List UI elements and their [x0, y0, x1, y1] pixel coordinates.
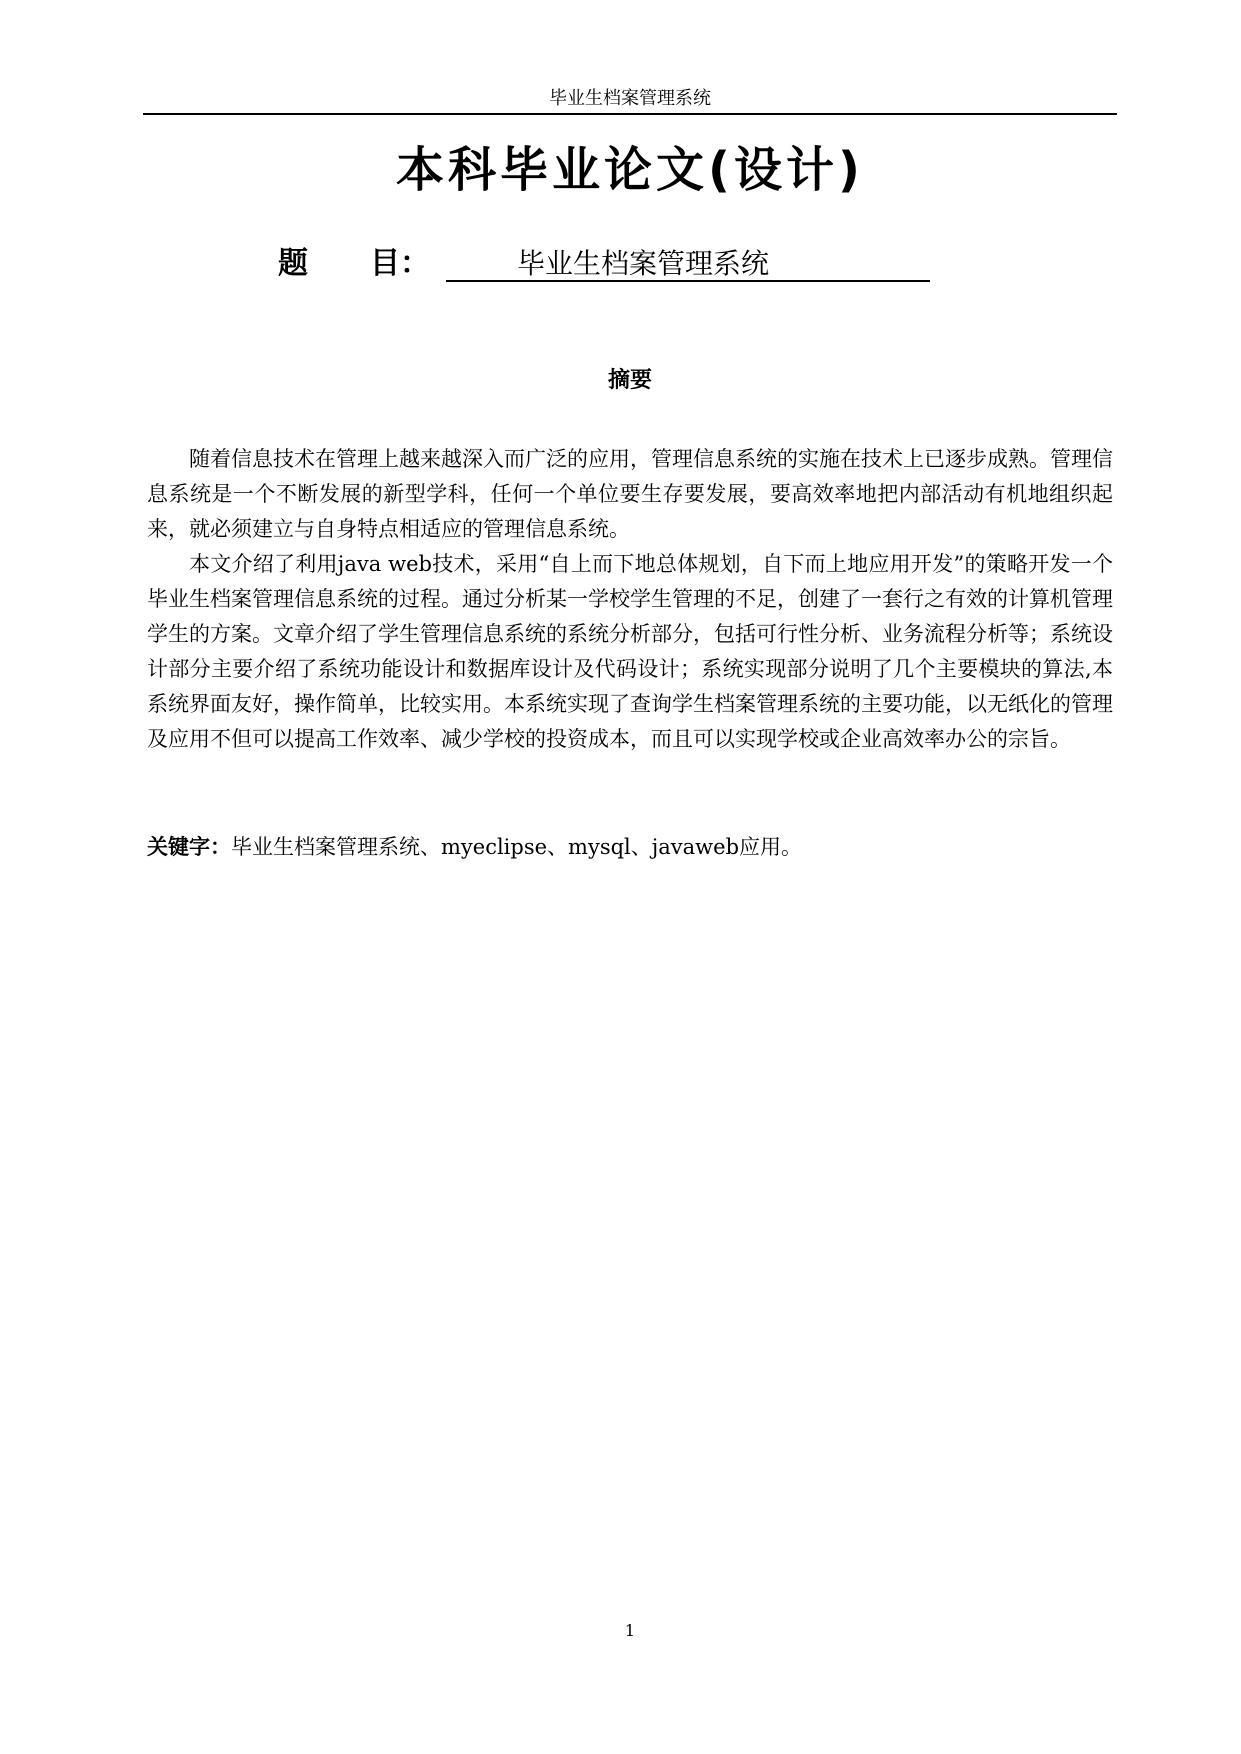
- abstract-heading: 摘要: [607, 368, 652, 393]
- abstract-paragraph: 本文介绍了利用java web技术，采用“自上而下地总体规划，自下而上地应用开发”的策略开发一个毕业生档案管理信息系统的过程。通过分析某一学校学生管理的不足，创建了一套行之有效的计算机管理学生的方案。文章介绍了学生管理信息系统的系统分析部分，包括可行性分析、业务流程分析等；系统设计部分主要介绍了系统功能设计和数据库设计及代码设计；系统实现部分说明了几个主要模块的算法,本系统界面友好，操作简单，比较实用。本系统实现了查询学生档案管理系统的主要功能，以无纸化的管理及应用不但可以提高工作效率、减少学校的投资成本，而且可以实现学校或企业高效率办公的宗旨。: [147, 552, 1113, 751]
- running-header: 毕业生档案管理系统: [549, 88, 711, 109]
- keywords-label: 关键字：: [147, 835, 231, 859]
- topic-label: [278, 244, 430, 284]
- abstract-body: [147, 442, 1113, 757]
- page-number: 1: [624, 1621, 636, 1640]
- keywords-line: [147, 830, 1113, 865]
- abstract-paragraph: 随着信息技术在管理上越来越深入而广泛的应用，管理信息系统的实施在技术上已逐步成熟。管理信息系统是一个不断发展的新型学科，任何一个单位要生存要发展，要高效率地把内部活动有机地组织起来，就必须建立与自身特点相适应的管理信息系统。: [147, 447, 1113, 541]
- topic-label-second: 目：: [370, 246, 430, 281]
- keywords-value: 毕业生档案管理系统、myeclipse、mysql、javaweb应用。: [231, 835, 803, 859]
- topic-label-first: 题: [278, 246, 308, 281]
- header-rule: [143, 113, 1117, 115]
- topic-value: 毕业生档案管理系统: [446, 244, 930, 282]
- page-title: 本科毕业论文(设计): [396, 142, 864, 198]
